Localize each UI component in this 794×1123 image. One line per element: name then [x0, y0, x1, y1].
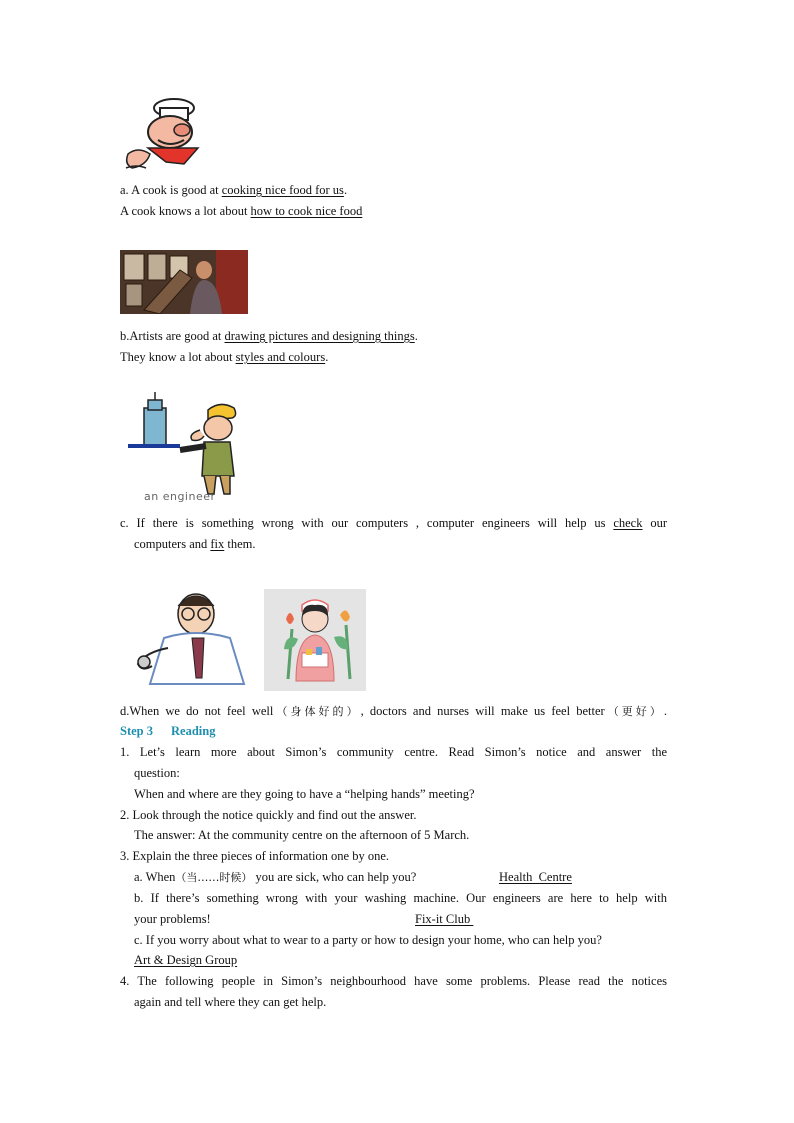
- engineer-image: [124, 392, 256, 506]
- q4-line-2: again and tell where they can get help.: [134, 995, 327, 1009]
- doctor-image: [124, 588, 252, 686]
- engineer-line-1: c. If there is something wrong with our computers , computer engineers will help us check our: [120, 516, 667, 530]
- engineer-caption: an engineer: [144, 490, 216, 503]
- q1-line-2: question:: [134, 766, 180, 780]
- q3-b-line-2: your problems!: [134, 912, 211, 926]
- artist-photo: [120, 250, 248, 314]
- q3-b-line-1: b. If there’s something wrong with your washing machine. Our engineers are here to help with: [134, 891, 667, 905]
- cook-line-2: A cook knows a lot about how to cook nice food: [120, 204, 363, 218]
- q4-line-1: 4. The following people in Simon’s neighbourhood have some problems. Please read the notices: [120, 974, 667, 988]
- q3-a-answer: Health Centre: [499, 870, 572, 884]
- doctor-line: d.When we do not feel well（身体好的）, doctors and nurses will make us feel better（更好）.: [120, 704, 668, 718]
- q1-line-1: 1. Let’s learn more about Simon’s community centre. Read Simon’s notice and answer the: [120, 745, 667, 759]
- nurse-image: [264, 589, 366, 691]
- q3-a-line: a. When（当……时候） you are sick, who can help you?: [134, 870, 417, 884]
- cook-image: [118, 96, 210, 176]
- engineer-line-2: computers and fix them.: [134, 537, 256, 551]
- q3-c-line-1: c. If you worry about what to wear to a party or how to design your home, who can help you?: [134, 933, 602, 947]
- cook-line-1: a. A cook is good at cooking nice food for us.: [120, 183, 348, 197]
- q1-line-3: When and where are they going to have a “helping hands” meeting?: [134, 787, 475, 801]
- q3-line-1: 3. Explain the three pieces of information one by one.: [120, 849, 390, 863]
- step3-heading: Step 3 Reading: [120, 724, 216, 738]
- q3-b-answer: Fix-it Club: [415, 912, 474, 926]
- q2-line-2: The answer: At the community centre on the afternoon of 5 March.: [134, 828, 470, 842]
- artist-line-2: They know a lot about styles and colours.: [120, 350, 329, 364]
- q2-line-1: 2. Look through the notice quickly and find out the answer.: [120, 808, 417, 822]
- artist-line-1: b.Artists are good at drawing pictures and designing things.: [120, 329, 418, 343]
- q3-c-answer: Art & Design Group: [134, 953, 238, 967]
